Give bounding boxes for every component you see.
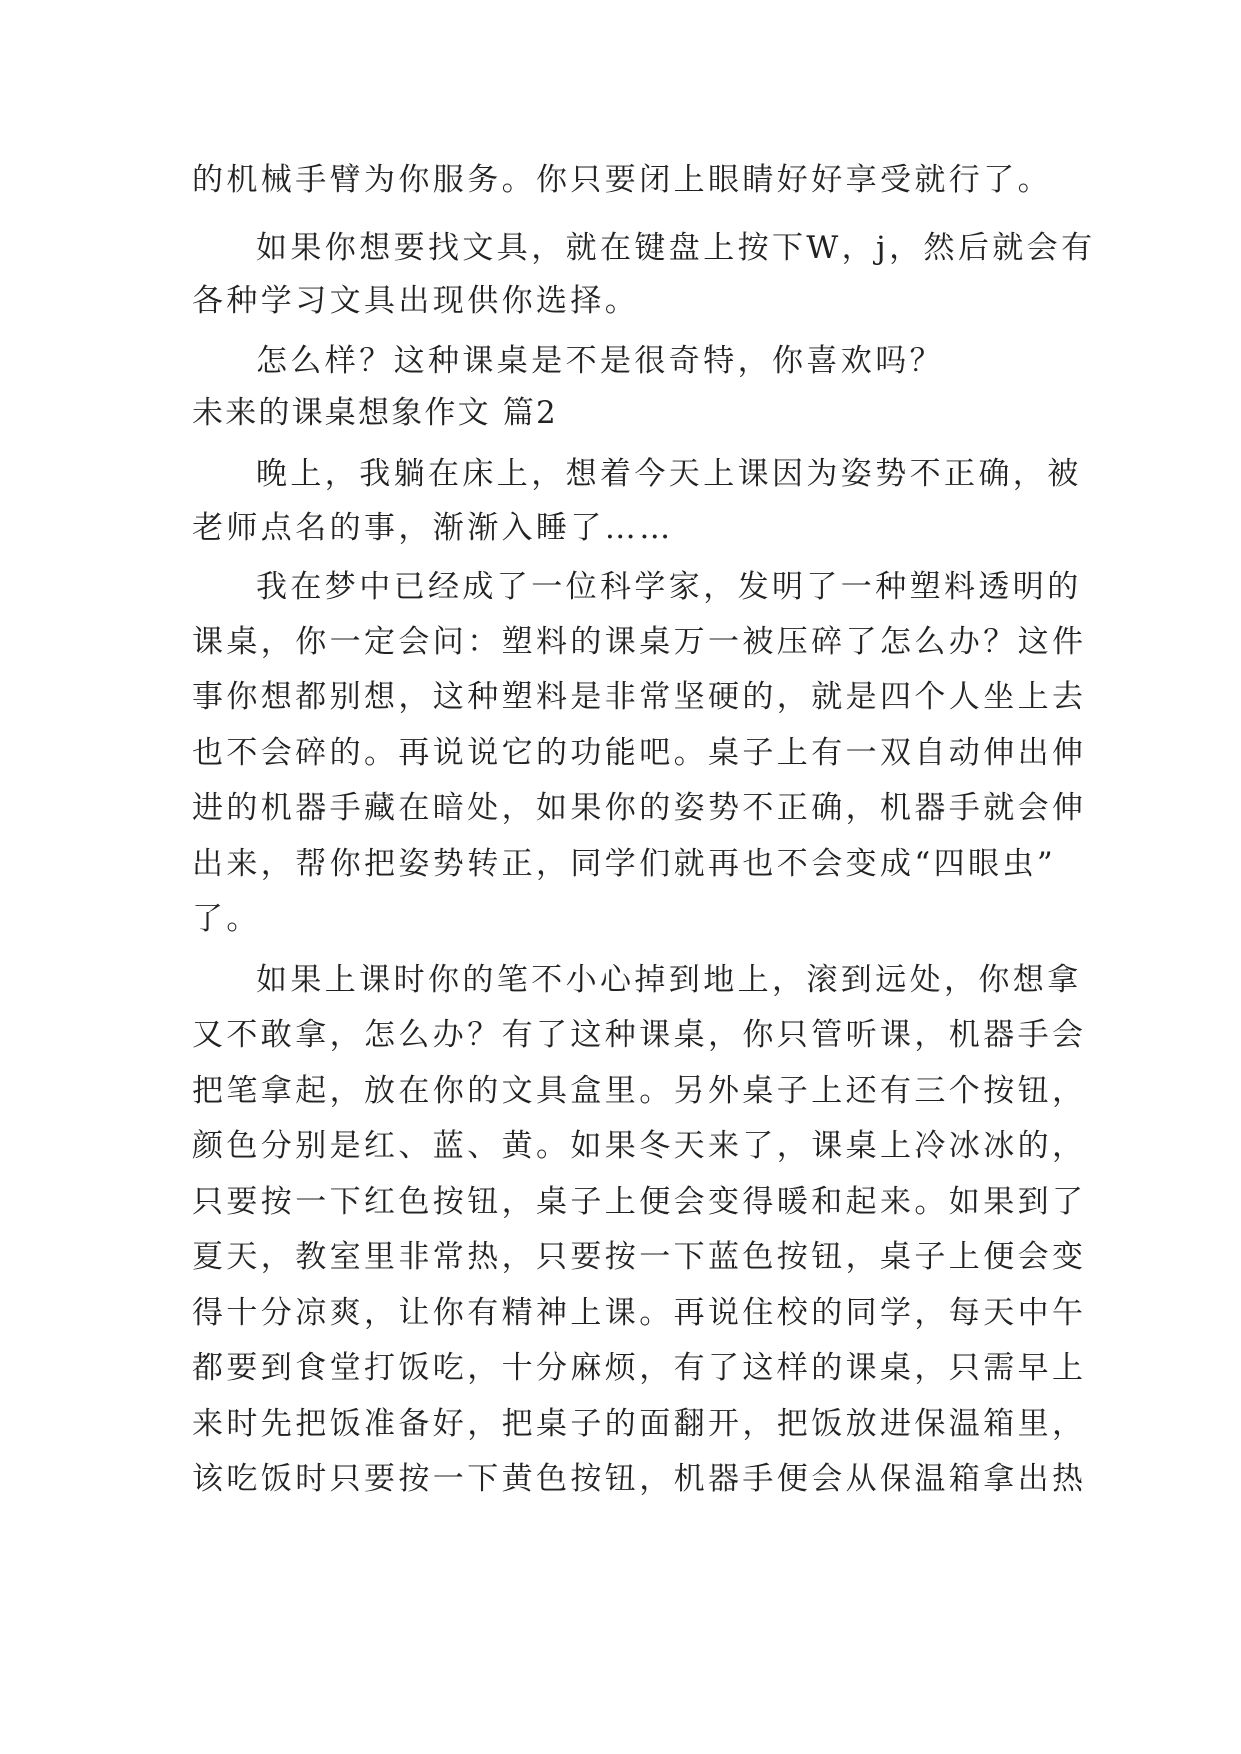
text-line: 得十分凉爽，让你有精神上课。再说住校的同学，每天中午 <box>192 1295 1087 1331</box>
text-line: 的机械手臂为你服务。你只要闭上眼睛好好享受就行了。 <box>192 162 1052 198</box>
text-line: 我在梦中已经成了一位科学家，发明了一种塑料透明的 <box>256 569 1082 605</box>
text-line: 出来，帮你把姿势转正，同学们就再也不会变成“四眼虫” <box>192 846 1057 882</box>
text-line: 了。 <box>192 901 261 937</box>
text-line: 课桌，你一定会问：塑料的课桌万一被压碎了怎么办？这件 <box>192 624 1087 660</box>
text-line: 怎么样？这种课桌是不是很奇特，你喜欢吗？ <box>256 343 944 379</box>
text-line: 老师点名的事，渐渐入睡了…… <box>192 510 674 546</box>
text-line: 如果你想要找文具，就在键盘上按下W，j，然后就会有 <box>256 230 1096 266</box>
text-line: 夏天，教室里非常热，只要按一下蓝色按钮，桌子上便会变 <box>192 1239 1087 1275</box>
text-line: 进的机器手藏在暗处，如果你的姿势不正确，机器手就会伸 <box>192 790 1087 826</box>
text-line: 又不敢拿，怎么办？有了这种课桌，你只管听课，机器手会 <box>192 1017 1087 1053</box>
text-line: 都要到食堂打饭吃，十分麻烦，有了这样的课桌，只需早上 <box>192 1350 1087 1386</box>
text-line: 只要按一下红色按钮，桌子上便会变得暖和起来。如果到了 <box>192 1184 1087 1220</box>
text-line: 事你想都别想，这种塑料是非常坚硬的，就是四个人坐上去 <box>192 679 1087 715</box>
text-line: 也不会碎的。再说说它的功能吧。桌子上有一双自动伸出伸 <box>192 735 1087 771</box>
text-line: 如果上课时你的笔不小心掉到地上，滚到远处，你想拿 <box>256 962 1082 998</box>
text-line: 晚上，我躺在床上，想着今天上课因为姿势不正确，被 <box>256 456 1082 492</box>
text-line: 来时先把饭准备好，把桌子的面翻开，把饭放进保温箱里， <box>192 1406 1087 1442</box>
text-line: 该吃饭时只要按一下黄色按钮，机器手便会从保温箱拿出热 <box>192 1461 1087 1497</box>
text-line: 各种学习文具出现供你选择。 <box>192 283 640 319</box>
text-line: 颜色分别是红、蓝、黄。如果冬天来了，课桌上冷冰冰的， <box>192 1128 1087 1164</box>
text-line: 把笔拿起，放在你的文具盒里。另外桌子上还有三个按钮， <box>192 1073 1087 1109</box>
section-heading: 未来的课桌想象作文 篇2 <box>192 395 558 431</box>
